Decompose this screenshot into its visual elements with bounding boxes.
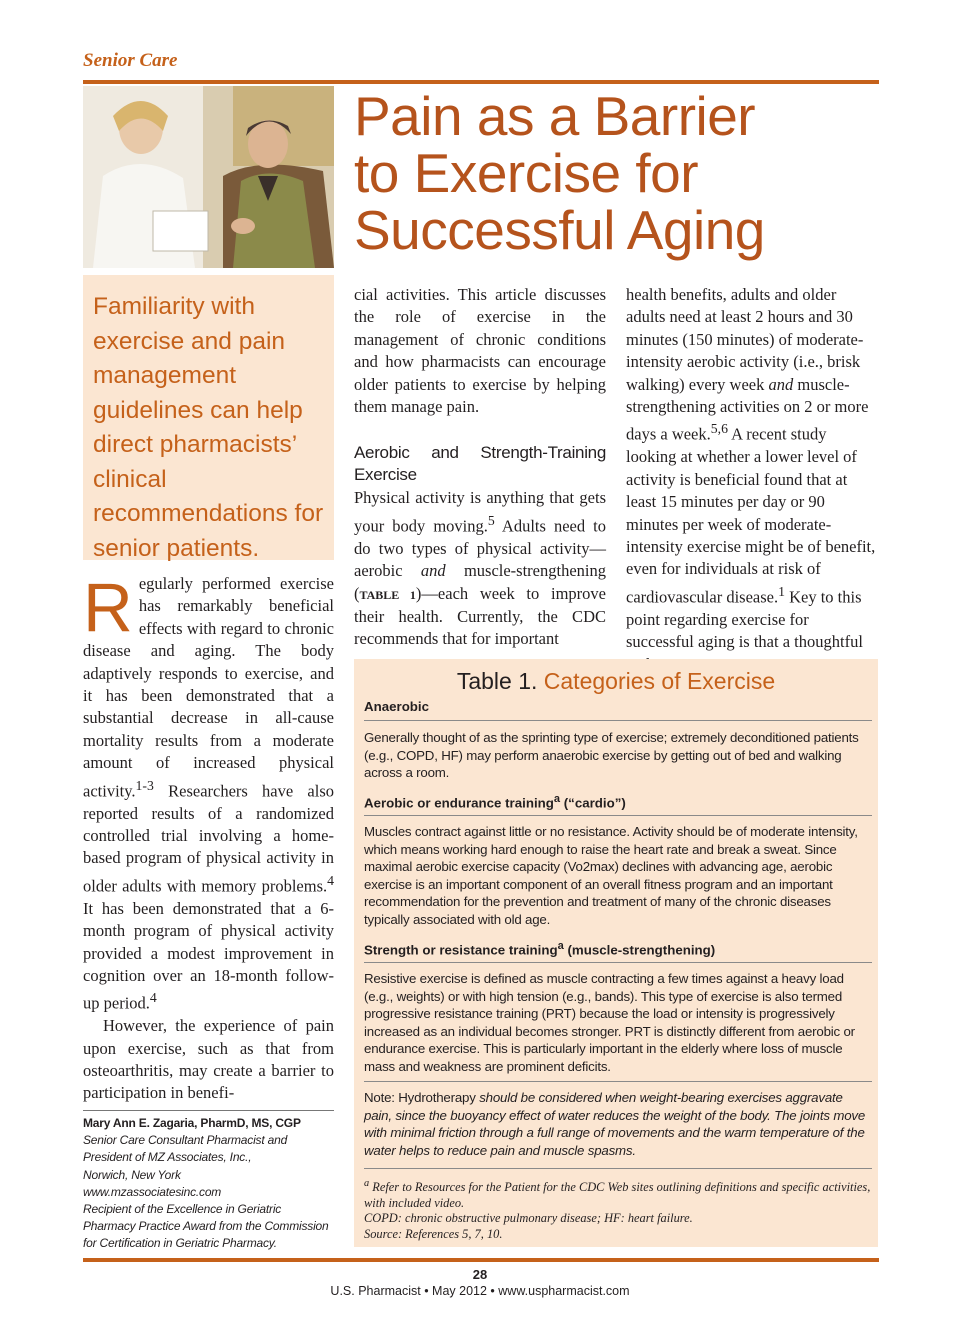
top-rule <box>83 80 879 84</box>
paragraph: However, the experience of pain upon exercise, such as that from osteoarthritis, may create a barrier to participation in benefi- <box>83 1016 334 1103</box>
row-heading-tail: (muscle-strengthening) <box>563 942 716 958</box>
citation: 5 <box>487 512 495 528</box>
paragraph <box>354 487 606 650</box>
text: Adults need to do two types of physical activity—aerobic <box>354 516 606 581</box>
note-text: should be considered when weight-bearing exercises aggravate pain, since the buoyancy effect of water reduces the weight of the body. The joints move with minimal friction through a full range of movements and the warm temperature of the water helps to reduce pain and muscle spasms. <box>364 1090 866 1158</box>
table-number: Table 1. <box>456 668 538 694</box>
title-line: Pain as a Barrier <box>354 85 756 147</box>
paragraph: cial activities. This article discusses the role of exercise in the management of chronic conditions and how pharmacists can encourage older patients to exercise by helping them manage pain. <box>354 285 606 417</box>
text: Key to this point regarding exercise for successful aging is that a thoughtful <box>626 587 863 652</box>
row-heading: Anaerobic <box>364 699 430 714</box>
table-footnotes <box>364 1176 872 1242</box>
section-label: Senior Care <box>83 50 178 71</box>
paragraph <box>83 569 334 1015</box>
table-row-header <box>364 940 872 957</box>
row-heading: Strength or resistance training <box>364 942 558 958</box>
author-website-link[interactable]: www.mzassociatesinc.com <box>83 1184 222 1199</box>
table-reference[interactable]: TABLE 1 <box>359 587 416 602</box>
table-title <box>354 668 878 695</box>
footnote: Source: References 5, 7, 10. <box>364 1226 503 1241</box>
author-line: Senior Care Consultant Pharmacist and <box>83 1133 288 1148</box>
author-rule <box>83 1110 334 1111</box>
table-row-header <box>364 699 872 714</box>
page-number: 28 <box>472 1267 488 1282</box>
table-cell: Muscles contract against little or no resistance. Activity should be of moderate intensity, which means working hard enough to raise the heart rate and break a sweat. Since maximal aerobic exercise capacity (Vo2max) declines with advancing age, aerobic exercise is an important component of an overall fitness program and an important recommendation for the prevention and treatment of many of the chronic diseases typically associated with old age. <box>364 824 858 927</box>
footnote-marker: a <box>364 1178 370 1189</box>
citation: 4 <box>149 990 157 1006</box>
footnote: COPD: chronic obstructive pulmonary disease; HF: heart failure. <box>364 1211 693 1226</box>
table-rule <box>364 720 872 721</box>
article-title <box>354 85 874 261</box>
table-rule <box>364 962 872 963</box>
author-line: Pharmacy Practice Award from the Commission <box>83 1219 329 1234</box>
table-rule <box>364 815 872 816</box>
citation: 1 <box>778 583 785 599</box>
column-3 <box>626 284 878 676</box>
footnote-marker: a <box>557 940 564 952</box>
text: muscle-strengthening ( <box>354 561 606 603</box>
column-1 <box>83 569 334 1105</box>
citation: 5,6 <box>710 421 728 437</box>
note-label: Note: Hydrotherapy <box>364 1090 476 1105</box>
table-cell: Resistive exercise is defined as muscle contracting a few times against a heavy load (e.g., weights) or with high tension (e.g., bands). This type of exercise is also termed progressive resistance training (PRT) because the load or intensity is progressively increased as an individual becomes stronger. PRT is distinctly different from aerobic or endurance exercise. This is particularly important in the elderly where loss of muscle mass and weakness are prominent deficits. <box>364 971 855 1074</box>
pull-quote: Familiarity with exercise and pain management guidelines can help direct pharmacists’ clinical recommendations for senior patients. <box>93 293 324 562</box>
bottom-rule <box>83 1258 879 1262</box>
author-line: Norwich, New York <box>83 1167 181 1182</box>
text: A recent study looking at whether a lower level of activity is beneficial found that at least 15 minutes per day or 90 minutes per week of moderate-intensity exercise might be of benefit, even for individuals at risk of cardiovascular disease. <box>626 424 876 607</box>
table-rule <box>364 1081 872 1082</box>
text: Researchers have also reported results of a randomized controlled trial involving a home-based program of physical activity in older adults with memory problems. <box>83 781 334 896</box>
author-line: for Certification in Geriatric Pharmacy. <box>83 1236 277 1251</box>
text: egularly performed exercise has remarkably beneficial effects with regard to chronic disease and aging. The body adaptively responds to exercise, and it has been demonstrated that a substantial decrease in all-cause mortality results from a moderate amount of increased physical activity. <box>83 574 334 801</box>
title-line: to Exercise for <box>354 142 699 204</box>
table-row-header <box>364 793 872 810</box>
row-heading: Aerobic or endurance training <box>364 795 554 811</box>
author-line: Recipient of the Excellence in Geriatric <box>83 1202 282 1217</box>
text: Refer to Resources for the Patient for the CDC Web sites outlining definitions and specific activities, with included video. <box>364 1180 871 1210</box>
author-line: President of MZ Associates, Inc., <box>83 1150 252 1165</box>
footnote-marker: a <box>553 793 561 805</box>
column-2 <box>354 284 606 651</box>
section-heading: Aerobic and Strength-Training Exercise <box>354 443 606 485</box>
table-cell: Generally thought of as the sprinting type of exercise; extremely deconditioned patients (e.g., COPD, HF) may perform anaerobic exercise by getting out of bed and walking across a room. <box>364 730 859 781</box>
table-note <box>364 1089 872 1159</box>
title-line: Successful Aging <box>354 199 765 261</box>
citation: 4 <box>327 872 334 888</box>
article-photo <box>83 86 334 268</box>
author-name: Mary Ann E. Zagaria, PharmD, MS, CGP <box>83 1116 301 1130</box>
drop-cap: R <box>83 569 133 646</box>
table-name: Categories of Exercise <box>543 668 776 694</box>
text: muscle-strengthening activities on 2 or more days a week. <box>626 374 869 444</box>
photo-illustration <box>83 86 334 268</box>
row-heading-tail: (“cardio”) <box>560 795 626 811</box>
text: It has been demonstrated that a 6-month program of physical activity provided a modest improvement in cognition over an 18-month follow-up period. <box>83 898 334 1013</box>
footer-text: U.S. Pharmacist • May 2012 • www.uspharmacist.com <box>330 1284 630 1298</box>
author-bio <box>83 1115 338 1253</box>
table-rule <box>364 1168 872 1169</box>
emphasis: and <box>768 374 794 394</box>
emphasis: and <box>420 561 446 581</box>
text: Physical activity is anything that gets your body moving. <box>354 488 606 536</box>
citation: 1-3 <box>135 777 154 793</box>
paragraph <box>626 284 878 676</box>
footnote <box>364 1176 872 1211</box>
text: )—each week to improve their health. Currently, the CDC recommends that for important <box>354 583 606 649</box>
text: health benefits, adults and older adults need at least 2 hours and 30 minutes (150 minutes) of moderate-intensity aerobic activity (i.e., brisk walking) every week <box>626 285 864 394</box>
